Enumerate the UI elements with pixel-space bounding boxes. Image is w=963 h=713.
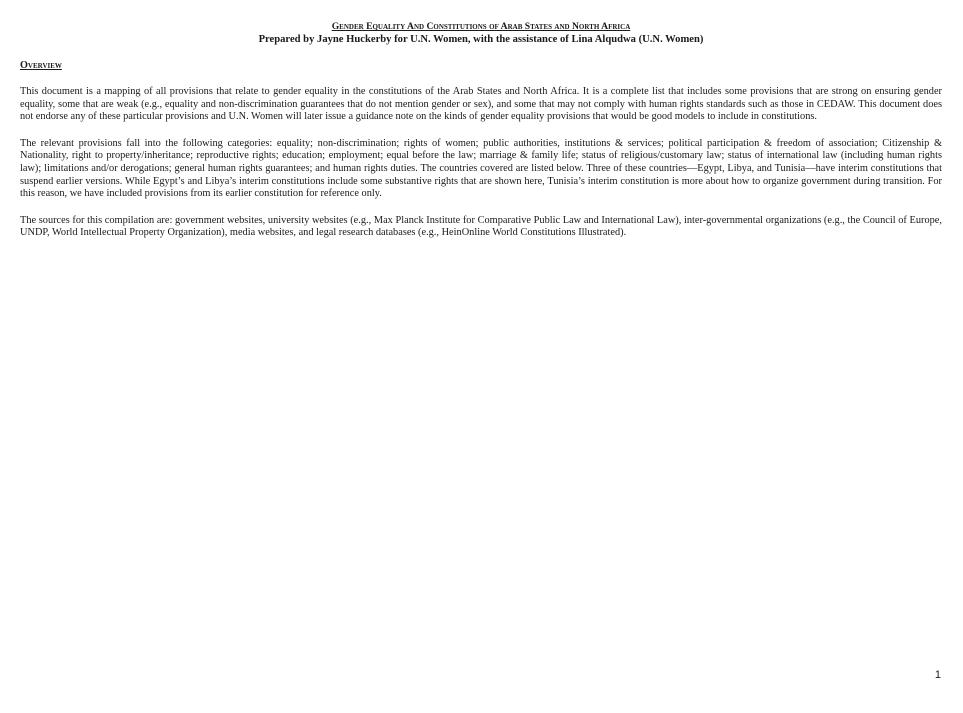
paragraph-sources: The sources for this compilation are: government websites, university websites (e.g., Max Planck Institute for Comparative Public Law and International Law), inter-governmental organizations (e.g., the Council of Europe, UNDP, World Intellectual Property Organization), media websites, and legal research databases (e.g., HeinOnline World Constitutions Illustrated). [20,214,942,239]
document-page [20,21,942,250]
paragraph-categories: The relevant provisions fall into the following categories: equality; non-discrimination; rights of women; public authorities, institutions & services; political participation & freedom of association; Citizenship & Nationality, right to property/inheritance; reproductive rights; education; employment; equal before the law; marriage & family life; status of religious/customary law; status of international law (including human rights law); limitations and/or derogations; general human rights guarantees; and human rights duties. The countries covered are listed below. Three of these countries—Egypt, Libya, and Tunisia—have interim constitutions that suspend earlier versions. While Egypt’s and Libya’s interim constitutions include some substantive rights that are shown here, Tunisia’s interim constitution is more about how to organize government during transition. For this reason, we have included provisions from its earlier constitution for reference only. [20,137,942,200]
document-title: Gender Equality And Constitutions of Arab States and North Africa [331,21,631,32]
section-heading-overview: Overview [20,60,62,71]
page-number: 1 [934,669,941,681]
document-subtitle: Prepared by Jayne Huckerby for U.N. Women, with the assistance of Lina Alqudwa (U.N. Women) [258,34,704,45]
paragraph-intro: This document is a mapping of all provisions that relate to gender equality in the constitutions of the Arab States and North Africa. It is a complete list that includes some provisions that are strong on ensuring gender equality, some that are weak (e.g., equality and non-discrimination guarantees that do not mention gender or sex), and some that may not comply with human rights standards such as those in CEDAW. This document does not endorse any of these particular provisions and U.N. Women will later issue a guidance note on the kinds of gender equality provisions that would be good models to include in constitutions. [20,86,942,123]
